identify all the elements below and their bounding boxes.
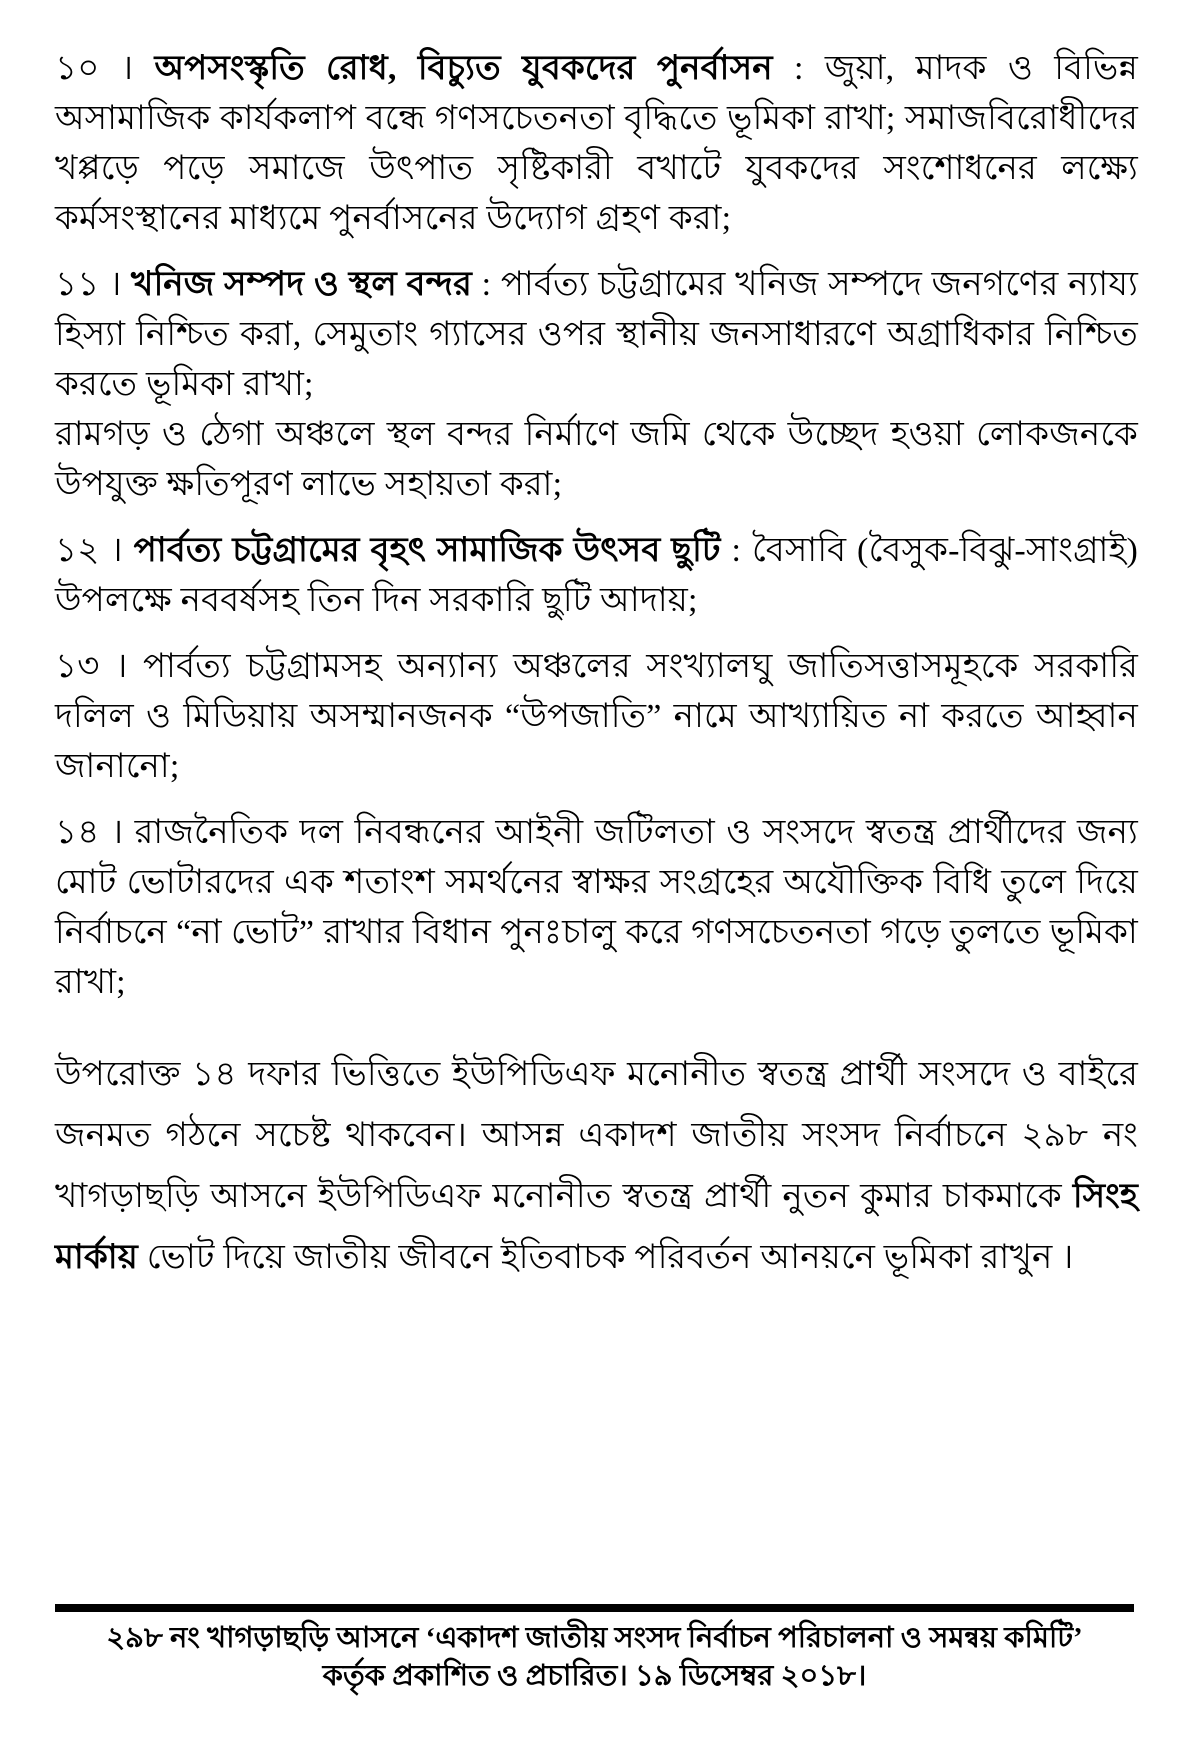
footer-divider-rule <box>55 1604 1134 1612</box>
footer-line-2: কর্তৃক প্রকাশিত ও প্রচারিত। ১৯ ডিসেম্বর ২০১৮। <box>322 1660 867 1692</box>
manifesto-item-11 <box>55 260 1138 510</box>
item-body: বৈসাবি (বৈসুক-বিঝু-সাংগ্রাই) উপলক্ষে নববর্ষসহ তিন দিন সরকারি ছুটি আদায়; <box>55 532 1139 619</box>
item-number: ১২ । <box>55 532 123 569</box>
item-body: রাজনৈতিক দল নিবন্ধনের আইনী জটিলতা ও সংসদে স্বতন্ত্র প্রার্থীদের জন্য মোট ভোটারদের এক শতাংশ সমর্থনের স্বাক্ষর সংগ্রহের অযৌক্তিক বিধি তুলে দিয়ে নির্বাচনে “না ভোট” রাখার বিধান পুনঃচালু করে গণসচেতনতা গড়ে তুলতে ভূমিকা রাখা; <box>55 814 1138 1001</box>
manifesto-item-12 <box>55 526 1138 626</box>
symbol-emphasis: সিংহ মার্কায় <box>55 1178 1139 1276</box>
manifesto-content <box>55 44 1138 1288</box>
closing-paragraph <box>55 1044 1138 1288</box>
item-number: ১৩ । <box>55 648 128 685</box>
item-body: পার্বত্য চট্টগ্রামসহ অন্যান্য অঞ্চলের সংখ্যালঘু জাতিসত্তাসমূহকে সরকারি দলিল ও মিডিয়ায় অসম্মানজনক “উপজাতি” নামে আখ্যায়িত না করতে আহ্বান জানানো; <box>55 648 1138 785</box>
footer-line-1: ২৯৮ নং খাগড়াছড়ি আসনে ‘একাদশ জাতীয় সংসদ নির্বাচন পরিচালনা ও সমন্বয় কমিটি’ <box>106 1622 1083 1654</box>
item-body: পার্বত্য চট্টগ্রামের খনিজ সম্পদে জনগণের ন্যায্য হিস্যা নিশ্চিত করা, সেমুতাং গ্যাসের ওপর স্থানীয় জনসাধারণে অগ্রাধিকার নিশ্চিত করতে ভূমিকা রাখা; <box>55 266 1139 403</box>
item-heading: অপসংস্কৃতি রোধ, বিচ্যুত যুবকদের পুনর্বাসন <box>154 50 773 87</box>
manifesto-item-13 <box>55 642 1138 792</box>
item-number: ১১ । <box>55 266 122 303</box>
closing-text-before: উপরোক্ত ১৪ দফার ভিত্তিতে ইউপিডিএফ মনোনীত স্বতন্ত্র প্রার্থী সংসদে ও বাইরে জনমত গঠনে সচেষ্ট থাকবেন। আসন্ন একাদশ জাতীয় সংসদ নির্বাচনে ২৯৮ নং খাগড়াছড়ি আসনে ইউপিডিএফ মনোনীত স্বতন্ত্র প্রার্থী নুতন কুমার চাকমাকে <box>55 1056 1138 1215</box>
item-body: জুয়া, মাদক ও বিভিন্ন অসামাজিক কার্যকলাপ বন্ধে গণসচেতনতা বৃদ্ধিতে ভূমিকা রাখা; সমাজবিরোধীদের খপ্পড়ে পড়ে সমাজে উৎপাত সৃষ্টিকারী বখাটে যুবকদের সংশোধনের লক্ষ্যে কর্মসংস্থানের মাধ্যমে পুনর্বাসনের উদ্যোগ গ্রহণ করা; <box>55 50 1139 237</box>
item-heading: পার্বত্য চট্টগ্রামের বৃহৎ সামাজিক উৎসব ছুটি <box>133 532 721 569</box>
item-number: ১৪ । <box>55 814 124 851</box>
item-separator: : <box>731 532 742 569</box>
item-separator: : <box>794 50 804 87</box>
closing-text-after: ভোট দিয়ে জাতীয় জীবনে ইতিবাচক পরিবর্তন আনয়নে ভূমিকা রাখুন । <box>146 1239 1074 1276</box>
publisher-footer <box>55 1604 1134 1695</box>
item-separator: : <box>481 266 492 303</box>
item-number: ১০ । <box>55 50 134 87</box>
item-heading: খনিজ সম্পদ ও স্থল বন্দর <box>131 266 472 303</box>
manifesto-item-10 <box>55 44 1138 244</box>
item-body-continued: রামগড় ও ঠেগা অঞ্চলে স্থল বন্দর নির্মাণে জমি থেকে উচ্ছেদ হওয়া লোকজনকে উপযুক্ত ক্ষতিপূরণ লাভে সহায়তা করা; <box>55 416 1138 503</box>
manifesto-item-14 <box>55 808 1138 1008</box>
